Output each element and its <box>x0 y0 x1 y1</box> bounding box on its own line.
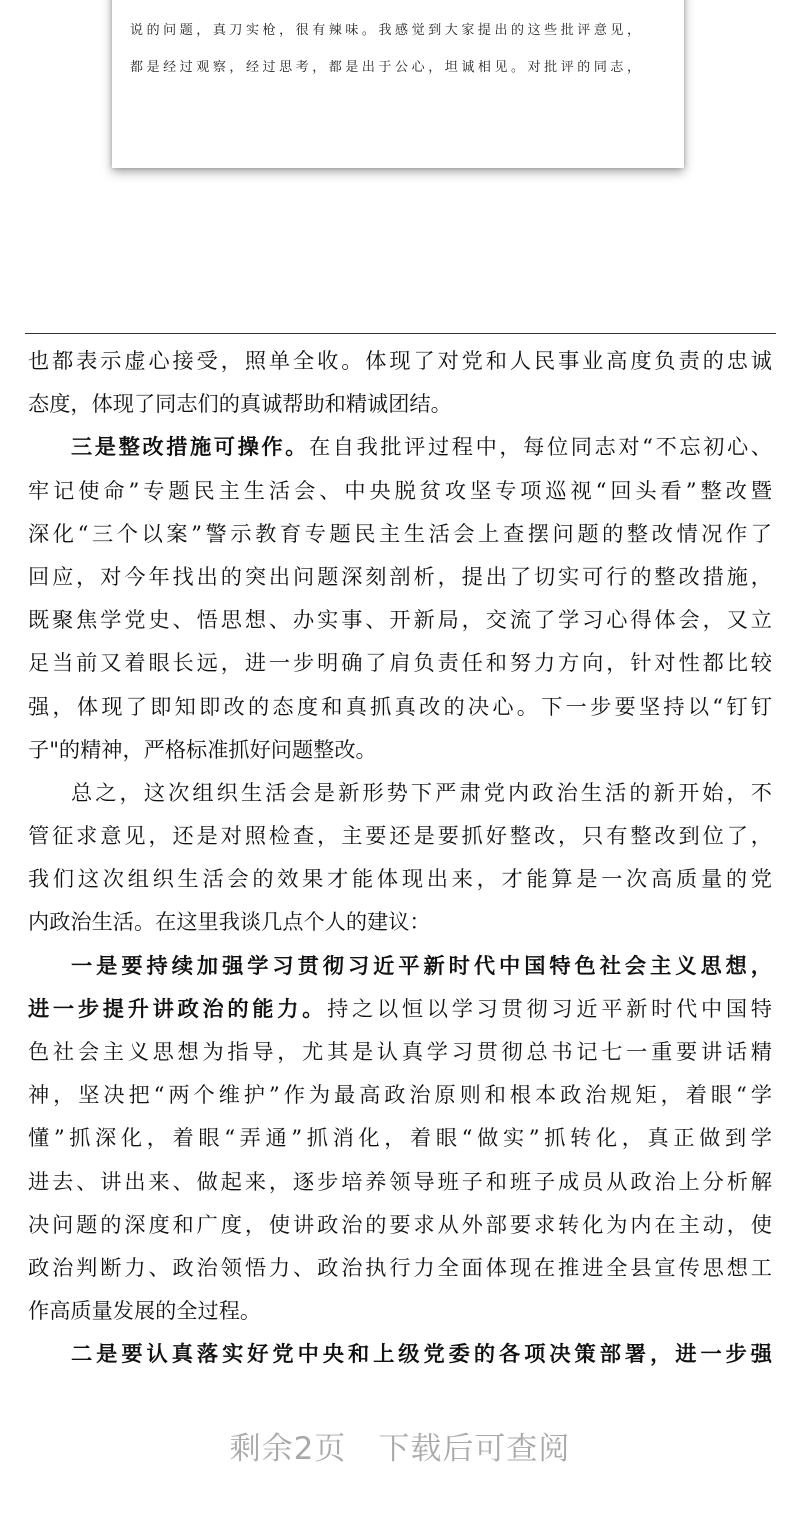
text-segment: 神，坚决把“两个维护”作为最高政治原则和根本政治规矩，着眼“学 <box>28 1082 772 1108</box>
text-line <box>28 555 772 598</box>
text-line <box>28 1073 772 1116</box>
bold-text-segment: 二是要认真落实好党中央和上级党委的各项决策部署，进一步强 <box>71 1341 772 1367</box>
text-segment: 既聚焦学党史、悟思想、办实事、开新局，交流了学习心得体会，又立 <box>28 607 772 633</box>
preview-text-line <box>130 0 640 1</box>
text-segment: 足当前又着眼长远，进一步明确了肩负责任和努力方向，针对性都比较 <box>28 650 772 676</box>
text-line <box>28 1289 772 1332</box>
text-line <box>28 598 772 641</box>
text-line <box>28 814 772 857</box>
text-segment: 回应，对今年找出的突出问题深刻剖析，提出了切实可行的整改措施， <box>28 563 772 589</box>
text-line <box>28 469 772 512</box>
text-segment: 色社会主义思想为指导，尤其是认真学习贯彻总书记七一重要讲话精 <box>28 1039 772 1064</box>
text-line <box>28 987 772 1030</box>
text-segment: 懂”抓深化，着眼“弄通”抓消化，着眼“做实”抓转化，真正做到学 <box>28 1125 772 1151</box>
text-segment: 持之以恒以学习贯彻习近平新时代中国特 <box>327 995 772 1021</box>
text-line <box>28 771 772 814</box>
text-line <box>28 728 772 771</box>
text-line <box>28 425 772 468</box>
remaining-pages-prompt[interactable] <box>0 1423 800 1468</box>
text-line <box>28 1246 772 1289</box>
preview-text-line: 说的问题，真刀实枪，很有辣味。我感觉到大家提出的这些批评意见， <box>130 23 640 38</box>
text-segment: 态度，体现了同志们的真诚帮助和精诚团结。 <box>28 391 452 417</box>
text-line <box>28 685 772 728</box>
text-segment: 牢记使命”专题民主生活会、中央脱贫攻坚专项巡视“回头看”整改暨 <box>28 477 772 503</box>
document-preview-page <box>112 0 684 168</box>
text-segment: 也都表示虚心接受，照单全收。体现了对党和人民事业高度负责的忠诚 <box>28 348 772 373</box>
text-line <box>28 900 772 943</box>
text-segment: 强，体现了即知即改的态度和真抓真改的决心。下一步要坚持以“钉钉 <box>28 693 772 719</box>
text-segment: 管征求意见，还是对照检查，主要还是要抓好整改，只有整改到位了， <box>28 823 772 849</box>
text-line <box>28 512 772 555</box>
text-line <box>28 339 772 382</box>
remaining-pages-label[interactable]: 剩余2页 <box>229 1431 347 1467</box>
bold-text-segment: 三是整改措施可操作。 <box>71 434 309 460</box>
text-segment: 总之，这次组织生活会是新形势下严肃党内政治生活的新开始，不 <box>71 779 772 805</box>
text-line <box>28 1030 772 1073</box>
text-segment: 我们这次组织生活会的效果才能体现出来，才能算是一次高质量的党 <box>28 866 772 892</box>
bold-text-segment: 一是要持续加强学习贯彻习近平新时代中国特色社会主义思想， <box>71 952 772 978</box>
text-line <box>28 857 772 900</box>
text-line <box>28 944 772 987</box>
text-segment: 决问题的深度和广度，使讲政治的要求从外部要求转化为内在主动，使 <box>28 1211 772 1237</box>
download-to-view-label[interactable]: 下载后可查阅 <box>378 1431 571 1467</box>
document-body <box>28 339 772 1376</box>
text-line <box>28 1116 772 1159</box>
text-segment: 作高质量发展的全过程。 <box>28 1298 262 1324</box>
text-segment: 子"的精神，严格标准抓好问题整改。 <box>28 736 377 762</box>
text-line <box>28 1160 772 1203</box>
text-line <box>28 382 772 425</box>
text-line <box>28 1203 772 1246</box>
text-segment: 政治判断力、政治领悟力、政治执行力全面体现在推进全县宣传思想工 <box>28 1254 772 1280</box>
text-segment: 在自我批评过程中，每位同志对“不忘初心、 <box>308 434 772 460</box>
text-line <box>28 1332 772 1375</box>
bold-text-segment: 进一步提升讲政治的能力。 <box>28 995 328 1021</box>
preview-text-line: 都是经过观察，经过思考，都是出于公心，坦诚相见。对批评的同志， <box>130 60 640 75</box>
page-divider <box>25 333 776 334</box>
text-segment: 深化“三个以案”警示教育专题民主生活会上查摆问题的整改情况作了 <box>28 520 772 546</box>
text-segment: 内政治生活。在这里我谈几点个人的建议： <box>28 909 431 935</box>
text-line <box>28 641 772 684</box>
text-segment: 进去、讲出来、做起来，逐步培养领导班子和班子成员从政治上分析解 <box>28 1168 772 1194</box>
